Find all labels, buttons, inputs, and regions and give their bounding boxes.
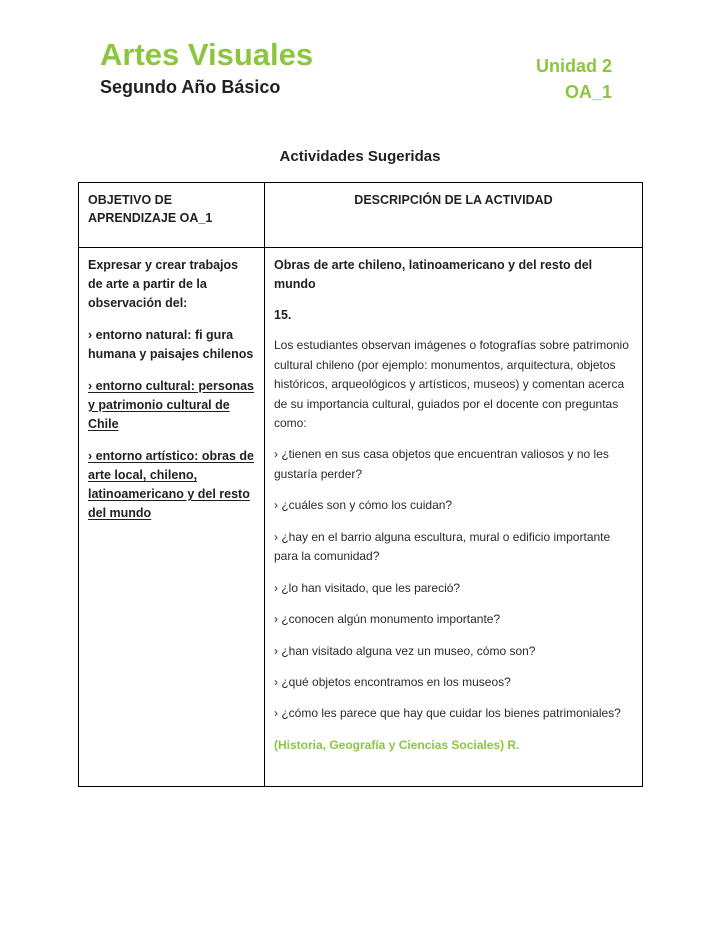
- activity-question: › ¿conocen algún monumento importante?: [274, 612, 501, 627]
- page-subtitle: Segundo Año Básico: [100, 77, 281, 98]
- objective-lead-text: Expresar y crear trabajos de arte a partir de la observación del:: [88, 258, 239, 310]
- unit-label: Unidad 2: [535, 56, 612, 76]
- activity-number: 15.: [274, 307, 292, 322]
- activity-intro-text: Los estudiantes observan imágenes o fotografías sobre patrimonio cultural chileno (por ejemplo: monumentos, arquitectura, objetos históricos, arqueológicos y artísticos, museos) y comentan acerca de su importancia cultural, guiados por el docente con preguntas como:: [274, 338, 629, 430]
- description-cell: [265, 248, 643, 787]
- column-header-objective: OBJETIVO DE APRENDIZAJE OA_1: [79, 183, 265, 248]
- section-heading: Actividades Sugeridas: [279, 148, 441, 165]
- column-header-description: DESCRIPCIÓN DE LA ACTIVIDAD: [265, 183, 643, 248]
- unit-block: [536, 53, 612, 105]
- activity-question: › ¿han visitado alguna vez un museo, cómo son?: [274, 643, 536, 658]
- table-header-row: [79, 183, 643, 248]
- oa-label: OA_1: [564, 82, 612, 103]
- objective-item-artistico: › entorno artístico: obras de arte local, chileno, latinoamericano y del resto del mundo: [88, 449, 254, 520]
- title-block: [100, 38, 313, 99]
- activity-question: › ¿lo han visitado, que les pareció?: [274, 580, 461, 595]
- table-row: [79, 248, 643, 787]
- subject-link-note: (Historia, Geografía y Ciencias Sociales) R.: [274, 737, 520, 752]
- activity-question: › ¿tienen en sus casa objetos que encuentran valiosos y no les gustaría perder?: [274, 447, 609, 481]
- objective-item-cultural: › entorno cultural: personas y patrimonio cultural de Chile: [88, 379, 254, 431]
- activity-question: › ¿cómo les parece que hay que cuidar los bienes patrimoniales?: [274, 706, 621, 721]
- activity-question: › ¿qué objetos encontramos en los museos?: [274, 674, 511, 689]
- activities-table: [78, 182, 643, 787]
- activity-question: › ¿cuáles son y cómo los cuidan?: [274, 498, 453, 513]
- page-title: Artes Visuales: [100, 37, 314, 72]
- description-heading: Obras de arte chileno, latinoamericano y del resto del mundo: [274, 258, 593, 291]
- activity-question: › ¿hay en el barrio alguna escultura, mural o edificio importante para la comunidad?: [274, 529, 611, 564]
- objective-cell: [79, 248, 265, 787]
- objective-item-natural: › entorno natural: fi gura humana y paisajes chilenos: [88, 328, 254, 361]
- document-header: [0, 38, 720, 116]
